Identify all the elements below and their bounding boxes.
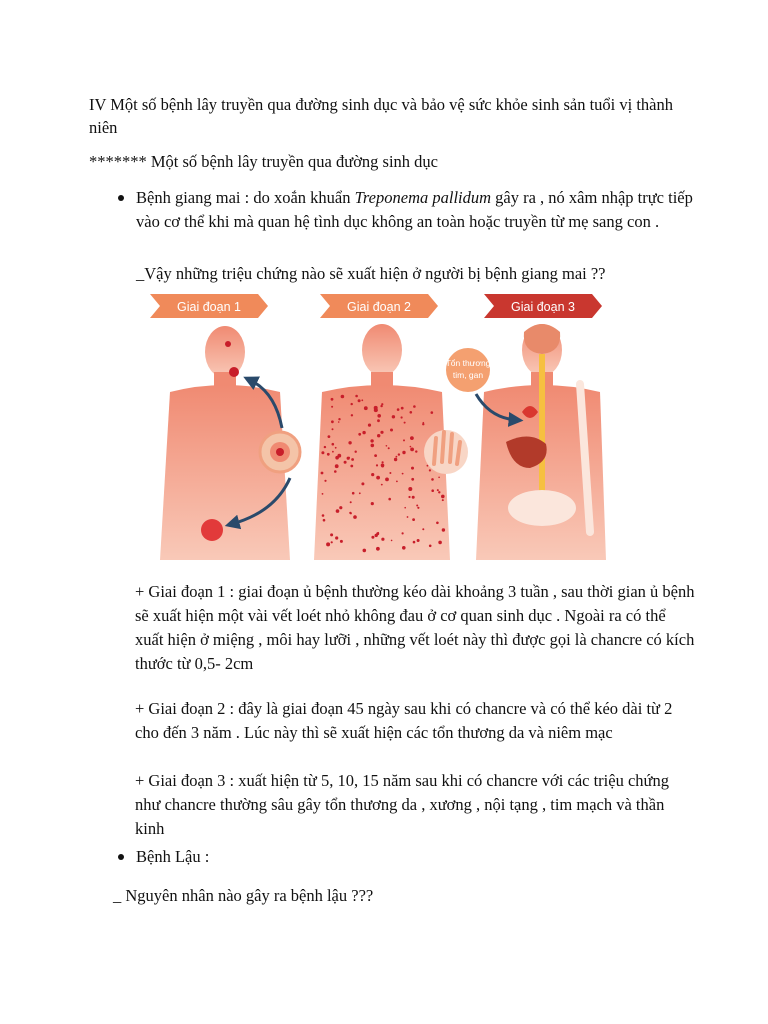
rash-dot — [326, 542, 330, 546]
rash-dot — [368, 424, 371, 427]
rash-dot — [358, 399, 361, 402]
rash-dot — [332, 428, 334, 430]
svg-text:Giai đoạn 1: Giai đoạn 1 — [177, 300, 241, 314]
rash-dot — [429, 545, 432, 548]
stage-3-description: + Giai đoạn 3 : xuất hiện từ 5, 10, 15 năm sau khi có chancre với các triệu chứng như chancre thường sâu gây tổn thương da , xương , nội tạng , tim mạch và thần kinh — [135, 771, 669, 838]
rash-dot — [351, 414, 353, 416]
rash-dot — [344, 461, 347, 464]
mouth-lesion — [229, 367, 239, 377]
rash-dot — [380, 405, 382, 407]
rash-dot — [374, 454, 377, 457]
rash-dot — [364, 406, 368, 410]
rash-dot — [327, 453, 330, 456]
rash-dot — [417, 539, 420, 542]
rash-dot — [371, 536, 374, 539]
rash-dot — [412, 496, 415, 499]
rash-dot — [376, 547, 380, 551]
rash-dot — [352, 492, 355, 495]
rash-dot — [389, 472, 391, 474]
rash-dot — [413, 405, 416, 408]
rash-dot — [353, 515, 357, 519]
hand-rash-icon — [424, 430, 468, 474]
rash-dot — [371, 502, 374, 505]
bullet-syphilis — [118, 195, 124, 201]
rash-dot — [410, 446, 412, 448]
bullet-gonorrhea — [118, 854, 124, 860]
rash-dot — [438, 477, 440, 479]
rash-dot — [402, 451, 405, 454]
rash-dot — [404, 422, 406, 424]
rash-dot — [322, 514, 325, 517]
rash-dot — [350, 465, 353, 468]
svg-text:Giai đoạn 2: Giai đoạn 2 — [347, 300, 411, 314]
rash-dot — [335, 447, 337, 449]
stage-2-banner — [320, 294, 438, 318]
rash-dot — [438, 491, 440, 493]
rash-dot — [397, 408, 400, 411]
rash-dot — [363, 549, 367, 553]
rash-dot — [385, 478, 389, 482]
rash-dot — [422, 528, 424, 530]
rash-dot — [377, 434, 380, 437]
rash-dot — [376, 476, 380, 480]
rash-dot — [392, 415, 395, 418]
rash-dot — [381, 465, 384, 468]
rash-dot — [417, 507, 419, 509]
rash-dot — [427, 465, 429, 467]
rash-dot — [413, 541, 416, 544]
rash-dot — [412, 518, 415, 521]
rash-dot — [442, 528, 445, 531]
rash-dot — [374, 406, 378, 410]
rash-dot — [336, 509, 340, 513]
rash-dot — [355, 395, 358, 398]
rash-dot — [338, 418, 340, 420]
rash-dot — [337, 454, 341, 458]
rash-dot — [361, 482, 364, 485]
rash-dot — [341, 395, 345, 399]
rash-dot — [381, 538, 384, 541]
syphilis-stages-illustration — [150, 292, 610, 560]
svg-text:Giai đoạn 3: Giai đoạn 3 — [511, 300, 575, 314]
rash-dot — [324, 480, 326, 482]
subsection-heading: ******* Một số bệnh lây truyền qua đường sinh dục — [89, 152, 439, 171]
rash-dot — [321, 472, 324, 475]
rash-dot — [348, 457, 350, 459]
gonorrhea-title: Bệnh Lậu : — [136, 847, 210, 866]
rash-dot — [339, 506, 342, 509]
stage-1-body — [160, 326, 300, 560]
rash-dot — [334, 470, 337, 473]
rash-dot — [390, 429, 393, 432]
rash-dot — [442, 499, 444, 501]
syphilis-question: _Vậy những triệu chứng nào sẽ xuất hiện ở người bị bệnh giang mai ?? — [136, 264, 606, 283]
rash-dot — [416, 505, 418, 507]
rash-dot — [348, 441, 351, 444]
rash-dot — [431, 411, 434, 414]
pelvis-icon — [508, 490, 576, 526]
rash-dot — [402, 532, 404, 534]
rash-dot — [381, 484, 383, 486]
rash-dot — [349, 512, 351, 514]
rash-dot — [328, 435, 331, 438]
rash-dot — [358, 433, 361, 436]
svg-text:tim, gan: tim, gan — [452, 370, 484, 380]
rash-dot — [411, 467, 414, 470]
svg-text:Tổn thương: Tổn thương — [445, 358, 491, 368]
syphilis-intro: Bệnh giang mai : do xoắn khuẩn Treponema pallidum gây ra , nó xâm nhập trực tiếp vào cơ thể khi mà quan hệ tình dục không an toàn hoặc truyền từ mẹ sang con . — [136, 188, 693, 231]
rash-dot — [396, 456, 398, 458]
rash-dot — [380, 431, 383, 434]
rash-dot — [322, 493, 324, 495]
bacterium-name: Treponema pallidum — [354, 188, 492, 207]
rash-dot — [410, 448, 414, 452]
rash-dot — [332, 451, 334, 453]
section-heading: IV Một số bệnh lây truyền qua đường sinh dục và bảo vệ sức khỏe sinh sản tuổi vị thành niên — [89, 95, 674, 137]
rash-dot — [431, 489, 434, 492]
genital-lesion — [201, 519, 223, 541]
rash-dot — [441, 495, 445, 499]
rash-dot — [351, 458, 354, 461]
rash-dot — [437, 489, 439, 491]
rash-dot — [408, 487, 412, 491]
stage-1-description: + Giai đoạn 1 : giai đoạn ủ bệnh thường kéo dài khoảng 3 tuần , sau thời gian ủ bệnh sẽ xuất hiện một vài vết loét nhỏ không đau ở cơ quan sinh dục . Ngoài ra có thể xuất hiện ở miệng , môi hay lưỡi , những vết loét này thì được gọi là chancre có kích thước từ 0,5- 2cm — [135, 582, 695, 673]
rash-dot — [335, 464, 339, 468]
stage-1-banner — [150, 294, 268, 318]
rash-dot — [408, 496, 410, 498]
rash-dot — [422, 423, 424, 425]
rash-dot — [355, 451, 357, 453]
rash-dot — [386, 445, 388, 447]
rash-dot — [388, 447, 390, 449]
rash-dot — [376, 464, 378, 466]
rash-dot — [438, 541, 442, 545]
rash-dot — [332, 443, 335, 446]
rash-dot — [331, 541, 333, 543]
rash-dot — [377, 414, 381, 418]
rash-dot — [371, 473, 374, 476]
rash-dot — [321, 451, 324, 454]
rash-dot — [370, 439, 373, 442]
rash-dot — [410, 436, 414, 440]
spine-icon — [539, 354, 545, 494]
lesion-mark — [225, 341, 231, 347]
rash-dot — [371, 444, 375, 448]
stage-2-description: + Giai đoạn 2 : đây là giai đoạn 45 ngày sau khi có chancre và có thể kéo dài từ 2 cho đến 3 năm . Lúc này thì sẽ xuất hiện các tổn thương da và niêm mạc — [135, 699, 673, 742]
rash-dot — [403, 439, 405, 441]
rash-dot — [398, 453, 400, 455]
rash-dot — [407, 516, 409, 518]
rash-dot — [340, 540, 343, 543]
rash-dot — [331, 406, 333, 408]
rash-dot — [410, 411, 413, 414]
rash-dot — [401, 416, 403, 418]
rash-dot — [351, 403, 353, 405]
gonorrhea-question: _ Nguyên nhân nào gây ra bệnh lậu ??? — [113, 886, 374, 905]
stage-3-body — [446, 324, 606, 560]
rash-dot — [361, 399, 363, 401]
rash-dot — [335, 536, 338, 539]
rash-dot — [404, 507, 406, 509]
rash-dot — [394, 458, 397, 461]
rash-dot — [436, 522, 439, 525]
rash-dot — [323, 519, 326, 522]
rash-dot — [331, 420, 334, 423]
rash-dot — [415, 450, 417, 452]
rash-dot — [391, 540, 393, 542]
stage-3-banner — [484, 294, 602, 318]
rash-dot — [330, 533, 333, 536]
rash-dot — [359, 492, 361, 494]
rash-dot — [377, 532, 379, 534]
rash-dot — [396, 481, 398, 483]
rash-dot — [324, 446, 326, 448]
rash-dot — [388, 498, 391, 501]
rash-dot — [377, 419, 380, 422]
rash-dot — [429, 469, 431, 471]
rash-dot — [331, 398, 334, 401]
rash-dot — [375, 534, 378, 537]
rash-dot — [401, 407, 404, 410]
rash-dot — [382, 461, 384, 463]
rash-dot — [338, 421, 340, 423]
rash-dot — [431, 478, 434, 481]
rash-dot — [402, 473, 404, 475]
rash-dot — [402, 546, 406, 550]
rash-dot — [350, 501, 352, 503]
rash-dot — [362, 431, 365, 434]
rash-dot — [411, 478, 414, 481]
